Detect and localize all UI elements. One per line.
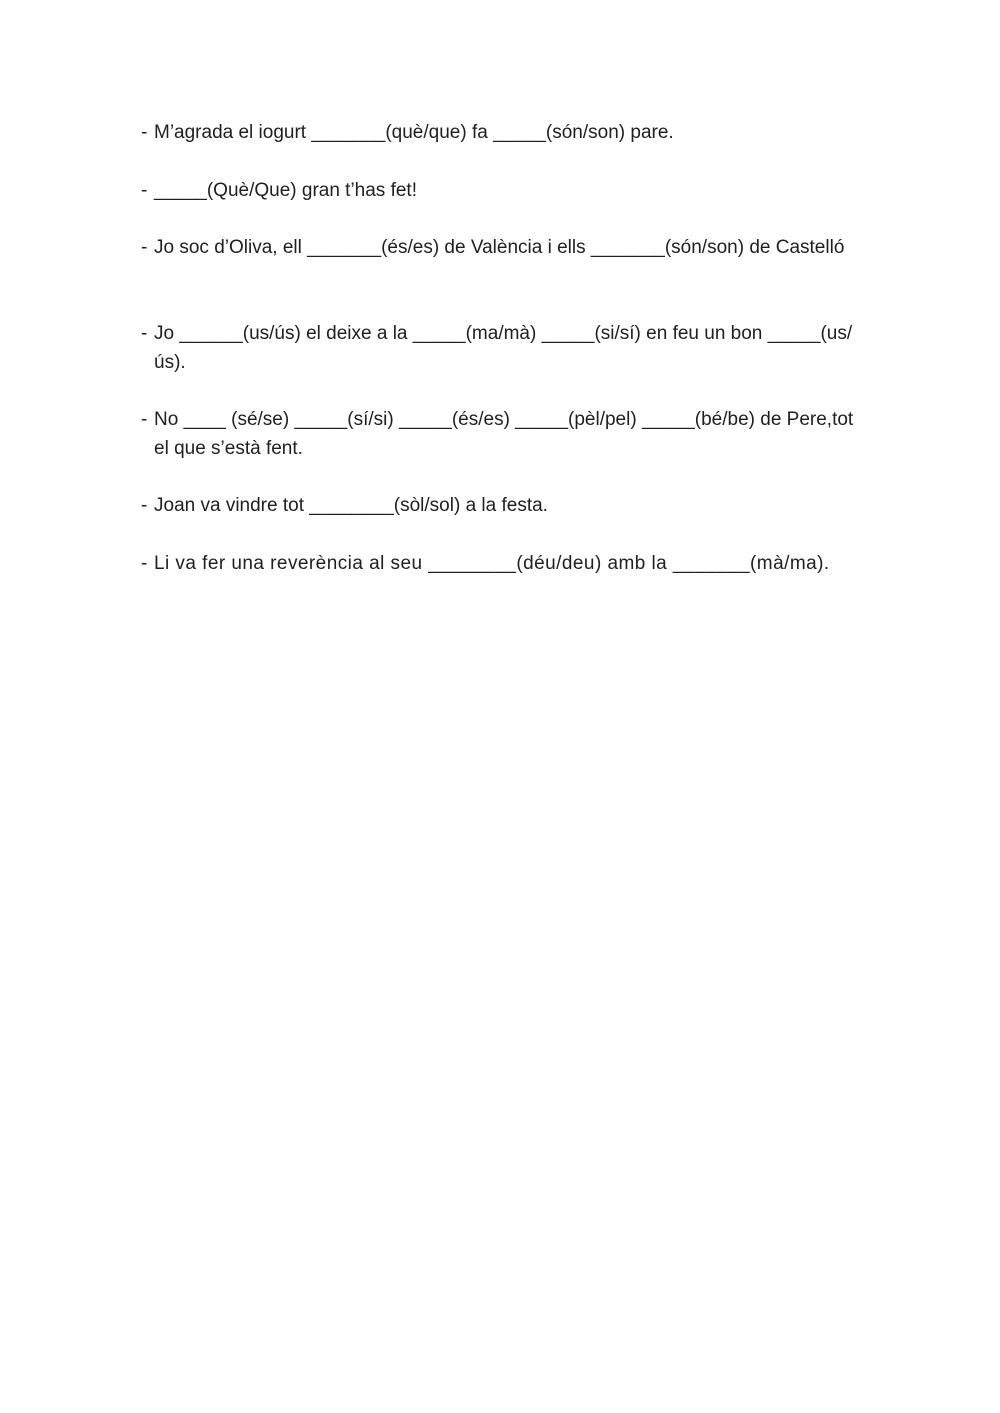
item-text: Jo ______(us/ús) el deixe a la _____(ma/mà) _____(si/sí) en feu un bon _____(us/ús). xyxy=(154,323,853,373)
item-dash: - xyxy=(141,409,148,430)
exercise-item xyxy=(141,319,871,377)
item-text: Jo soc d’Oliva, ell _______(és/es) de València i ells _______(són/son) de Castelló xyxy=(154,237,845,258)
item-text: Joan va vindre tot ________(sòl/sol) a la festa. xyxy=(154,495,548,516)
item-text: M’agrada el iogurt _______(què/que) fa _____(són/son) pare. xyxy=(154,122,674,143)
item-text: Li va fer una reverència al seu ________(déu/deu) amb la _______(mà/ma). xyxy=(154,553,830,574)
exercise-item xyxy=(141,405,871,463)
exercise-item xyxy=(141,233,871,262)
item-dash: - xyxy=(141,237,148,258)
item-text: _____(Què/Que) gran t’has fet! xyxy=(154,180,417,201)
item-dash: - xyxy=(141,495,148,516)
exercise-item xyxy=(141,549,871,578)
exercise-item xyxy=(141,176,871,205)
exercise-item xyxy=(141,118,871,147)
item-dash: - xyxy=(141,323,148,344)
item-dash: - xyxy=(141,122,148,143)
item-text: No ____ (sé/se) _____(sí/si) _____(és/es) _____(pèl/pel) _____(bé/be) de Pere,tot el que s’està fent. xyxy=(154,409,854,459)
exercise-item xyxy=(141,491,871,520)
item-dash: - xyxy=(141,553,148,574)
item-dash: - xyxy=(141,180,148,201)
